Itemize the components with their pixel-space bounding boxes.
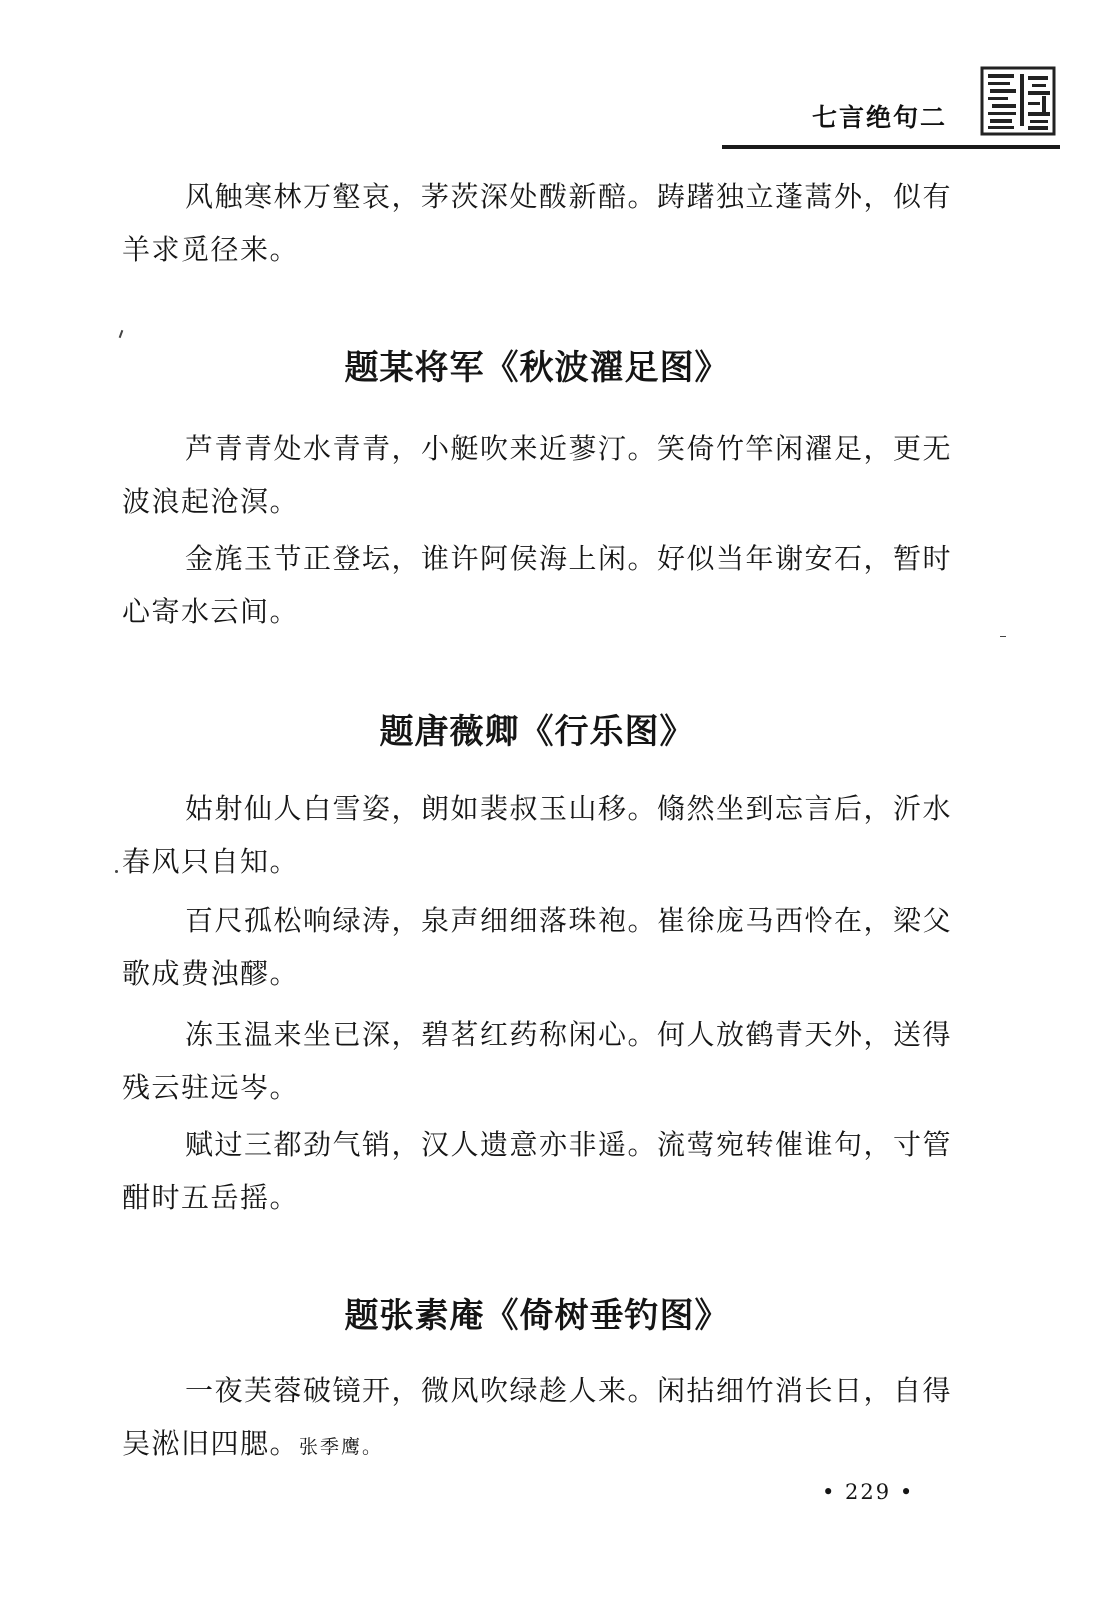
poem-text: 赋过三都劲气销，汉人遗意亦非遥。流莺宛转催谁句，寸管酣时五岳摇。 (122, 1128, 953, 1214)
poem-stanza (122, 532, 952, 638)
poem-title: 题张素庵《倚树垂钓图》 (344, 1296, 730, 1336)
poem-text: 一夜芙蓉破镜开，微风吹绿趁人来。闲拈细竹消长日，自得吴淞旧四腮。 (122, 1374, 953, 1460)
scan-mark (115, 870, 118, 873)
poem-stanza (122, 1364, 952, 1474)
running-header-title: 七言绝句二 (812, 103, 948, 132)
poem-title: 题唐薇卿《行乐图》 (379, 712, 695, 752)
header-rule (722, 145, 1060, 149)
scan-mark (1000, 636, 1006, 637)
poem-text: 冻玉温来坐已深，碧茗红药称闲心。何人放鹤青天外，送得残云驻远岑。 (122, 1018, 953, 1104)
seal-stamp-icon (980, 66, 1056, 136)
page-number: • 229 • (822, 1480, 915, 1504)
poem-note: 张季鹰。 (299, 1436, 384, 1458)
poem-text: 百尺孤松响绿涛，泉声细细落珠袍。崔徐庞马西怜在，梁父歌成费浊醪。 (122, 904, 953, 990)
poem-stanza (122, 1008, 952, 1114)
poem-title: 题某将军《秋波濯足图》 (344, 348, 730, 388)
poem-text: 风触寒林万壑哀，茅茨深处酦新醅。踌躇独立蓬蒿外，似有羊求觅径来。 (122, 180, 953, 266)
scan-mark (119, 330, 124, 338)
poem-stanza (122, 170, 952, 276)
poem-stanza (122, 782, 952, 888)
poem-text: 金旄玉节正登坛，谁许阿侯海上闲。好似当年谢安石，暂时心寄水云间。 (122, 542, 953, 628)
poem-stanza (122, 422, 952, 528)
poem-stanza (122, 894, 952, 1000)
poem-text: 姑射仙人白雪姿，朗如裴叔玉山移。翛然坐到忘言后，沂水春风只自知。 (122, 792, 953, 878)
poem-text: 芦青青处水青青，小艇吹来近蓼汀。笑倚竹竿闲濯足，更无波浪起沧溟。 (122, 432, 953, 518)
poem-stanza (122, 1118, 952, 1224)
